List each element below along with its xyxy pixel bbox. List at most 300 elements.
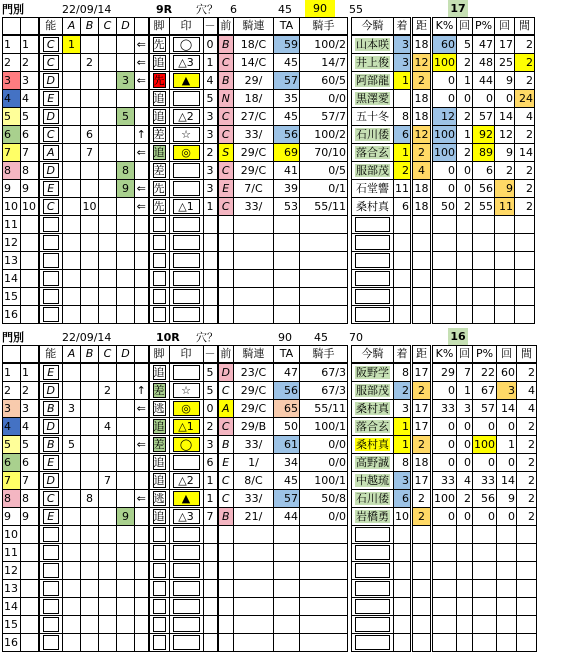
mark-cell[interactable] — [169, 72, 203, 90]
table-row[interactable] — [3, 126, 535, 144]
interval-cell — [517, 634, 537, 652]
k-pct-cell — [432, 580, 457, 598]
current-jockey-cell — [352, 180, 394, 198]
p-pct-cell: 55 — [473, 198, 495, 216]
gate-number-cell: 16 — [3, 634, 21, 652]
race1-value-2: 90 — [305, 0, 335, 18]
ability-box: C — [43, 55, 60, 70]
ta-cell: 50 — [274, 418, 300, 436]
p-pct-cell: 0 — [473, 418, 497, 436]
mark-cell[interactable] — [169, 198, 203, 216]
count-cell: 3 — [457, 400, 473, 418]
rank-b-cell — [81, 544, 99, 562]
style-box: 追 — [153, 366, 165, 379]
prev-cell — [218, 526, 234, 544]
current-jockey-cell — [352, 126, 394, 144]
distance-cell: 12 — [412, 126, 432, 144]
ability-cell — [39, 72, 63, 90]
mark-cell[interactable] — [169, 288, 203, 306]
mark-cell[interactable] — [169, 234, 203, 252]
ability-cell — [39, 35, 63, 54]
table-row[interactable] — [3, 418, 537, 436]
mark-cell[interactable] — [169, 490, 203, 508]
style-box: 差 — [153, 128, 165, 141]
distance-cell — [412, 544, 432, 562]
rank-d-cell — [117, 580, 135, 598]
count2-cell — [495, 252, 515, 270]
gate-number-cell: 7 — [3, 144, 21, 162]
mark-box[interactable]: △1 — [173, 199, 200, 214]
mark-box[interactable] — [173, 163, 200, 178]
minus-cell — [203, 562, 218, 580]
p-pct-cell: 44 — [473, 72, 495, 90]
current-jockey-cell — [352, 234, 394, 252]
ability-cell — [39, 382, 63, 400]
p-pct-cell — [473, 306, 495, 324]
current-jockey-cell — [352, 508, 394, 526]
gate-number-cell: 12 — [3, 234, 21, 252]
jockey-name: 阿部龍 — [356, 74, 389, 87]
ability-box: E — [43, 365, 60, 380]
table-row[interactable] — [3, 216, 535, 234]
k-pct-cell — [432, 234, 457, 252]
finish-cell — [394, 544, 412, 562]
mark-cell[interactable] — [169, 634, 203, 652]
jockey-rate-cell — [234, 288, 274, 306]
mark-box[interactable]: ▲ — [173, 73, 200, 88]
table-row[interactable] — [3, 472, 537, 490]
mark-cell[interactable] — [169, 363, 203, 382]
rank-c-cell: 7 — [99, 472, 117, 490]
minus-cell: 5 — [203, 382, 218, 400]
mark-cell[interactable] — [169, 180, 203, 198]
ta-cell: 57 — [274, 72, 300, 90]
mark-box[interactable]: △2 — [173, 473, 200, 488]
table-row[interactable] — [3, 180, 535, 198]
horse-number-cell: 1 — [21, 35, 39, 54]
horse-number-cell — [21, 634, 39, 652]
mark-cell[interactable] — [169, 270, 203, 288]
race1-venue: 門別 — [2, 3, 24, 16]
interval-cell: 2 — [517, 454, 537, 472]
mark-cell[interactable] — [169, 418, 203, 436]
count-cell — [457, 634, 473, 652]
horse-number-cell — [21, 270, 39, 288]
table-row[interactable] — [3, 508, 537, 526]
rank-d-cell — [117, 90, 135, 108]
mark-cell[interactable] — [169, 526, 203, 544]
mark-cell[interactable] — [169, 508, 203, 526]
jockey-name: 服部茂 — [356, 164, 389, 177]
mark-cell[interactable] — [169, 35, 203, 54]
count2-cell — [495, 216, 515, 234]
jockey-rate-cell: 33/ — [234, 490, 274, 508]
mark-box[interactable]: ◯ — [173, 37, 200, 52]
mark-cell[interactable] — [169, 400, 203, 418]
table-row[interactable] — [3, 616, 537, 634]
p-pct-cell — [473, 526, 497, 544]
minus-cell — [203, 598, 218, 616]
table-row[interactable] — [3, 306, 535, 324]
prev-cell: E — [218, 454, 234, 472]
table-row[interactable] — [3, 580, 537, 598]
jockey-rate-cell: 29/C — [234, 382, 274, 400]
distance-cell: 18 — [412, 90, 432, 108]
mark-cell[interactable] — [169, 54, 203, 72]
finish-cell: 8 — [394, 454, 412, 472]
arrow-cell — [135, 580, 149, 598]
header-rank-c: C — [99, 346, 117, 364]
table-row[interactable] — [3, 72, 535, 90]
horse-number-cell — [21, 306, 39, 324]
minus-cell — [203, 544, 218, 562]
table-row[interactable] — [3, 363, 537, 382]
ta-cell — [274, 270, 300, 288]
arrow-cell — [135, 454, 149, 472]
mark-cell[interactable] — [169, 544, 203, 562]
count-cell — [457, 580, 473, 598]
count2-cell: 0 — [495, 90, 515, 108]
style-box: 追 — [153, 474, 165, 487]
k-pct-cell — [432, 252, 457, 270]
p-pct-cell: 89 — [473, 144, 495, 162]
mark-cell[interactable] — [169, 144, 203, 162]
rank-b-cell — [81, 580, 99, 598]
horse-number-cell — [21, 544, 39, 562]
rank-a-cell — [63, 216, 81, 234]
distance-cell — [412, 562, 432, 580]
style-cell — [149, 180, 170, 198]
mark-cell[interactable] — [169, 216, 203, 234]
finish-cell: 3 — [394, 472, 412, 490]
ability-box: C — [43, 491, 60, 506]
ability-box: E — [43, 91, 60, 106]
table-row[interactable] — [3, 598, 537, 616]
jockey-rate-cell — [234, 234, 274, 252]
mark-box[interactable]: △1 — [173, 419, 200, 434]
ability-cell — [39, 198, 63, 216]
style-box: 差 — [153, 384, 165, 397]
rank-d-cell — [117, 270, 135, 288]
ability-cell — [39, 400, 63, 418]
current-jockey-cell — [352, 526, 394, 544]
interval-cell: 4 — [515, 108, 535, 126]
prev-cell: C — [218, 418, 234, 436]
rank-a-cell — [63, 598, 81, 616]
rank-c-cell — [99, 436, 117, 454]
count2-cell: 14 — [495, 108, 515, 126]
gate-number-cell: 10 — [3, 198, 21, 216]
jockey-rate-cell: 8/C — [234, 472, 274, 490]
rank-d-cell — [117, 54, 135, 72]
ability-cell — [39, 490, 63, 508]
header-style: 脚 — [149, 346, 170, 364]
table-row[interactable] — [3, 54, 535, 72]
jockey-cell — [300, 252, 348, 270]
table-row[interactable] — [3, 90, 535, 108]
table-row[interactable] — [3, 526, 537, 544]
mark-cell[interactable] — [169, 562, 203, 580]
rank-a-cell — [63, 270, 81, 288]
mark-cell[interactable] — [169, 616, 203, 634]
current-jockey-cell — [352, 634, 394, 652]
interval-cell — [517, 562, 537, 580]
minus-cell: 0 — [203, 35, 218, 54]
gate-number-cell: 9 — [3, 180, 21, 198]
distance-cell: 18 — [412, 454, 432, 472]
table-row[interactable] — [3, 490, 537, 508]
finish-cell: 8 — [394, 363, 412, 382]
table-row[interactable] — [3, 382, 537, 400]
rank-a-cell — [63, 234, 81, 252]
finish-cell: 3 — [394, 35, 412, 54]
p-pct-cell: 67 — [473, 382, 497, 400]
header-horse-number — [21, 346, 39, 364]
minus-cell: 3 — [203, 108, 218, 126]
ta-cell — [274, 306, 300, 324]
horse-number-cell: 7 — [21, 472, 39, 490]
jockey-cell: 60/5 — [300, 72, 348, 90]
current-jockey-cell — [352, 490, 394, 508]
jockey-cell: 0/0 — [300, 436, 348, 454]
p-pct-cell: 57 — [473, 400, 497, 418]
arrow-cell: ⇐ — [135, 490, 149, 508]
p-pct-cell: 56 — [473, 490, 497, 508]
prev-cell — [218, 234, 234, 252]
mark-box[interactable]: ◎ — [173, 401, 200, 416]
rank-c-cell — [99, 490, 117, 508]
table-row[interactable] — [3, 252, 535, 270]
table-row[interactable] — [3, 198, 535, 216]
ability-cell — [39, 454, 63, 472]
rank-d-cell — [117, 234, 135, 252]
jockey-name: 五十冬 — [356, 110, 389, 123]
mark-box[interactable]: ☆ — [173, 127, 200, 142]
horse-number-cell: 1 — [21, 363, 39, 382]
count-cell: 0 — [457, 162, 473, 180]
gate-number-cell: 13 — [3, 252, 21, 270]
minus-cell: 7 — [203, 508, 218, 526]
count-cell: 1 — [457, 126, 473, 144]
k-pct-cell — [432, 306, 457, 324]
table-row[interactable] — [3, 144, 535, 162]
style-box: 差 — [153, 164, 165, 177]
minus-cell: 3 — [203, 436, 218, 454]
rank-b-cell: 2 — [81, 54, 99, 72]
style-box: 追 — [153, 510, 165, 523]
horse-number-cell: 8 — [21, 490, 39, 508]
rank-c-cell — [99, 54, 117, 72]
mark-cell[interactable] — [169, 162, 203, 180]
ta-cell — [274, 562, 300, 580]
mark-box[interactable] — [173, 91, 200, 106]
arrow-cell: ⇐ — [135, 436, 149, 454]
mark-box[interactable]: ◎ — [173, 145, 200, 160]
jockey-cell: 70/10 — [300, 144, 348, 162]
rank-d-cell — [117, 616, 135, 634]
minus-cell: 4 — [203, 72, 218, 90]
prev-cell — [218, 544, 234, 562]
ability-box: C — [43, 199, 60, 214]
ability-box: E — [43, 509, 60, 524]
mark-cell[interactable] — [169, 90, 203, 108]
ability-box: D — [43, 109, 60, 124]
rank-b-cell — [81, 234, 99, 252]
rank-c-cell — [99, 526, 117, 544]
mark-cell[interactable] — [169, 454, 203, 472]
header-mark: 印 — [169, 346, 203, 364]
jockey-name: 岩橋勇 — [356, 510, 389, 523]
minus-cell: 6 — [203, 454, 218, 472]
jockey-cell — [300, 234, 348, 252]
table-row[interactable] — [3, 454, 537, 472]
table-row[interactable] — [3, 436, 537, 454]
mark-box[interactable]: △3 — [173, 509, 200, 524]
rank-a-cell — [63, 180, 81, 198]
minus-cell — [203, 216, 218, 234]
style-cell — [149, 436, 170, 454]
mark-box[interactable]: ◯ — [173, 437, 200, 452]
header-k-pct: K% — [432, 18, 457, 36]
table-row[interactable] — [3, 562, 537, 580]
gate-number-cell: 7 — [3, 472, 21, 490]
interval-cell: 2 — [517, 472, 537, 490]
minus-cell — [203, 270, 218, 288]
jockey-name: 黒澤愛 — [356, 92, 389, 105]
rank-b-cell: 6 — [81, 126, 99, 144]
style-cell — [149, 580, 170, 598]
arrow-cell: ⇐ — [135, 35, 149, 54]
header-mark: 印 — [169, 18, 203, 36]
rank-b-cell — [81, 90, 99, 108]
k-pct-cell: 29 — [432, 363, 457, 382]
jockey-rate-cell — [234, 562, 274, 580]
ability-cell — [39, 634, 63, 652]
arrow-cell — [135, 472, 149, 490]
style-cell — [149, 288, 170, 306]
header-interval: 間 — [515, 18, 535, 36]
header-jockey-rate: 騎連 — [234, 346, 274, 364]
ability-cell — [39, 126, 63, 144]
table-row[interactable] — [3, 544, 537, 562]
jockey-rate-cell: 29/C — [234, 144, 274, 162]
jockey-rate-cell — [234, 598, 274, 616]
mark-box[interactable]: ▲ — [173, 491, 200, 506]
mark-cell[interactable] — [169, 472, 203, 490]
table-row[interactable] — [3, 234, 535, 252]
minus-cell: 5 — [203, 90, 218, 108]
style-cell — [149, 418, 170, 436]
rank-c-cell — [99, 216, 117, 234]
table-row[interactable] — [3, 400, 537, 418]
rank-c-cell — [99, 90, 117, 108]
p-pct-cell: 57 — [473, 108, 495, 126]
rank-b-cell — [81, 270, 99, 288]
horse-number-cell — [21, 216, 39, 234]
rank-d-cell: 5 — [117, 108, 135, 126]
jockey-name: 山本咲 — [356, 38, 389, 51]
gate-number-cell: 11 — [3, 544, 21, 562]
jockey-rate-cell — [234, 544, 274, 562]
mark-cell[interactable] — [169, 382, 203, 400]
count2-cell: 1 — [497, 436, 517, 454]
prev-cell: C — [218, 490, 234, 508]
mark-cell[interactable] — [169, 436, 203, 454]
count2-cell — [497, 526, 517, 544]
current-jockey-cell — [352, 288, 394, 306]
table-row[interactable] — [3, 634, 537, 652]
ability-box: D — [43, 383, 60, 398]
gate-number-cell: 15 — [3, 616, 21, 634]
style-cell — [149, 490, 170, 508]
jockey-rate-cell — [234, 270, 274, 288]
race1-number: 9R — [156, 3, 173, 16]
table-row[interactable] — [3, 162, 535, 180]
k-pct-cell: 0 — [432, 454, 457, 472]
jockey-name: 服部茂 — [356, 384, 389, 397]
style-cell — [149, 598, 170, 616]
jockey-name: 中越琉 — [356, 474, 389, 487]
table-row[interactable] — [3, 35, 535, 54]
gate-number-cell: 2 — [3, 382, 21, 400]
ta-cell — [274, 544, 300, 562]
rank-d-cell — [117, 144, 135, 162]
jockey-cell — [300, 526, 348, 544]
count-cell: 0 — [457, 90, 473, 108]
table-row[interactable] — [3, 270, 535, 288]
rank-c-cell — [99, 508, 117, 526]
mark-box[interactable] — [173, 181, 200, 196]
mark-box[interactable] — [173, 455, 200, 470]
k-pct-cell — [432, 616, 457, 634]
race2-column-header — [3, 346, 537, 364]
mark-cell[interactable] — [169, 306, 203, 324]
ta-cell: 41 — [274, 162, 300, 180]
mark-box[interactable]: ☆ — [173, 383, 200, 398]
mark-cell[interactable] — [169, 108, 203, 126]
mark-box[interactable]: △2 — [173, 109, 200, 124]
p-pct-cell — [473, 252, 495, 270]
rank-d-cell — [117, 363, 135, 382]
rank-a-cell — [63, 490, 81, 508]
mark-cell[interactable] — [169, 598, 203, 616]
style-cell — [149, 544, 170, 562]
rank-c-cell: 2 — [99, 382, 117, 400]
ta-cell — [274, 580, 300, 598]
mark-box[interactable] — [173, 365, 200, 380]
mark-cell[interactable] — [169, 580, 203, 598]
style-box: 追 — [153, 420, 165, 433]
rank-a-cell — [63, 418, 81, 436]
jockey-rate-cell — [234, 216, 274, 234]
k-pct-cell — [432, 288, 457, 306]
rank-b-cell — [81, 418, 99, 436]
rank-c-cell — [99, 363, 117, 382]
mark-cell[interactable] — [169, 126, 203, 144]
prev-cell — [218, 252, 234, 270]
race2-distance-count: 16 — [448, 328, 468, 346]
k-pct-cell — [432, 270, 457, 288]
arrow-cell — [135, 363, 149, 382]
header-count2: 回 — [497, 346, 517, 364]
table-row[interactable] — [3, 108, 535, 126]
p-pct-cell: 0 — [473, 454, 497, 472]
rank-b-cell — [81, 436, 99, 454]
mark-box[interactable]: △3 — [173, 55, 200, 70]
header-ta: TA — [274, 18, 300, 36]
mark-cell[interactable] — [169, 252, 203, 270]
table-row[interactable] — [3, 288, 535, 306]
